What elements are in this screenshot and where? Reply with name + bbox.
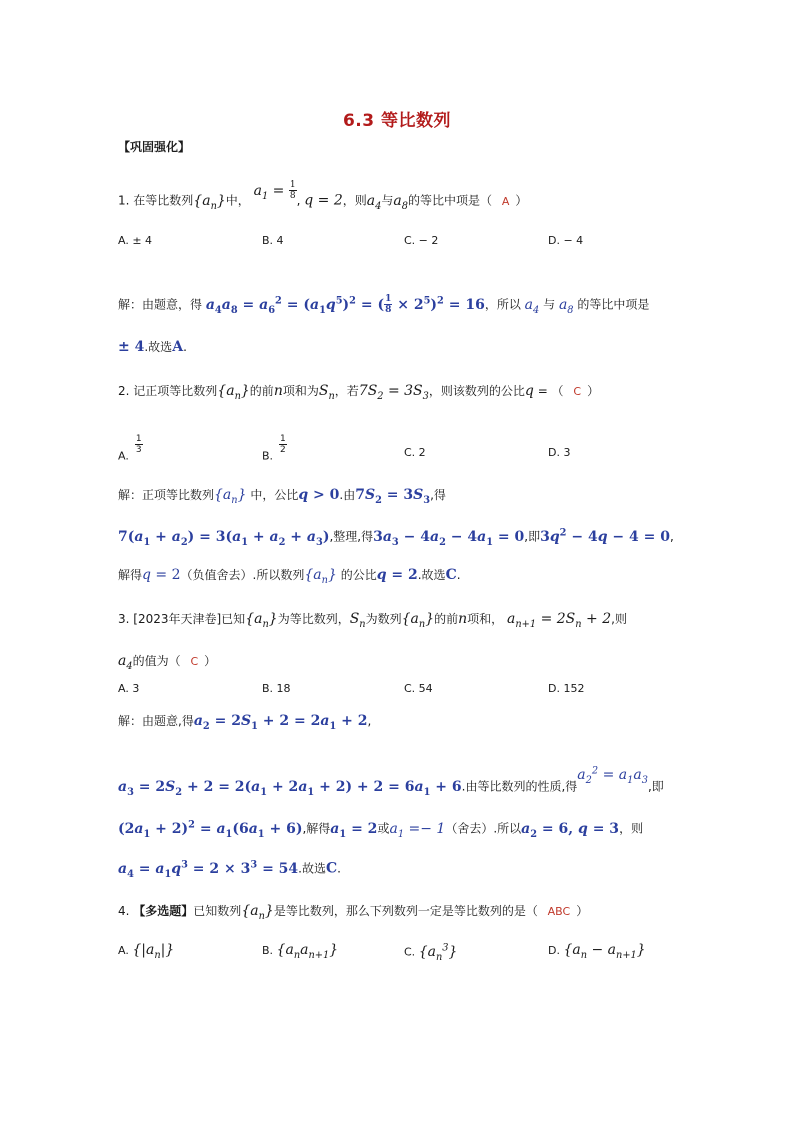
- question-text: 已知数列: [193, 904, 242, 918]
- option-d: D. − 4: [548, 234, 584, 247]
- given-equation: $7S_2 = 3S_3$: [358, 383, 429, 402]
- solution-formula: $(2a_1 + 2)^2 = a_1(6a_1 + 6)$: [118, 819, 303, 840]
- option-c: C. $\{a_n^3\}$: [404, 942, 458, 963]
- symbol-n: n: [273, 383, 283, 399]
- answer-mark: C: [190, 655, 199, 668]
- question-text: 的值为（: [132, 654, 181, 668]
- question-text: 的前: [434, 612, 459, 626]
- solution-text: 的公比: [340, 568, 377, 582]
- option-a: A. 3: [118, 682, 140, 695]
- solution-formula: $a_2^2 = a_1a_3$: [577, 765, 648, 786]
- option-c: C. 2: [404, 446, 426, 459]
- question-text: 是等比数列，那么下列数列一定是等比数列的是（: [273, 904, 538, 918]
- term-a8: $a_8$: [558, 296, 574, 316]
- question-text: ，则: [342, 193, 367, 208]
- answer-choice: C: [326, 860, 338, 877]
- page-title: 6.3 等比数列: [342, 111, 452, 131]
- solution-text: ,: [367, 714, 372, 728]
- question-text: ）: [515, 193, 528, 208]
- sequence-symbol: $\{a_n\}$: [401, 611, 435, 630]
- solution-2-line-1: [118, 486, 446, 510]
- solution-text: ,: [669, 529, 674, 544]
- solution-text: ,即: [524, 529, 541, 544]
- solution-1-line-2: [118, 338, 187, 356]
- solution-3-line-3: [118, 816, 643, 843]
- question-text: 为等比数列，: [277, 612, 350, 626]
- option-a: A. $\frac{1}{3}$: [118, 434, 142, 463]
- answer-choice: C: [445, 567, 457, 583]
- sequence-symbol: $\{a_n\}$: [245, 611, 278, 630]
- question-number: 3.: [118, 612, 130, 626]
- solution-text: 的等比中项是: [577, 297, 650, 312]
- solution-formula: $a_1 = 2$: [330, 820, 378, 840]
- question-text: ）: [587, 384, 600, 398]
- solution-formula: q = 2: [376, 567, 418, 583]
- question-text: [2023年天津卷]已知: [133, 612, 246, 626]
- solution-formula: $3a_3 - 4a_2 - 4a_1 = 0$: [373, 528, 525, 548]
- solution-text: ,整理,得: [329, 529, 374, 544]
- term-a4: $a_4$: [366, 192, 382, 212]
- answer-mark: C: [573, 385, 582, 398]
- question-text: ,则: [611, 612, 627, 626]
- solution-text: ,解得: [302, 821, 331, 836]
- solution-1-line-1: [118, 292, 649, 319]
- question-tag: 【多选题】: [133, 904, 194, 918]
- question-2: [118, 382, 599, 406]
- solution-text: 或: [377, 821, 390, 836]
- question-text: 在等比数列: [133, 193, 194, 208]
- question-number: 1.: [118, 193, 130, 208]
- solution-formula: $a_2 = 6$, q = 3: [521, 820, 620, 840]
- solution-text: .故选: [144, 340, 173, 354]
- question-text: = （: [533, 384, 564, 398]
- answer-mark: A: [501, 194, 510, 208]
- question-text: ，则该数列的公比: [428, 384, 525, 398]
- sequence-symbol: $\{a_n\}$: [304, 567, 337, 586]
- solution-text: 解：正项等比数列: [118, 488, 215, 502]
- option-d: D. $\{a_n - a_{n+1}\}$: [548, 942, 646, 961]
- solution-text: ，所以: [484, 297, 521, 312]
- sequence-symbol: $\{a_n\}$: [214, 487, 247, 506]
- solution-formula: $7S_2 = 3S_3$: [355, 487, 431, 506]
- question-text: ，若: [334, 384, 359, 398]
- solution-formula: $a_1 =- 1$: [389, 820, 446, 840]
- sequence-symbol: $\{a_n\}$: [217, 383, 250, 402]
- solution-formula: $3q^2 - 4q - 4 = 0$: [540, 527, 670, 545]
- given-equation: $a_{n+1} = 2S_n + 2$: [507, 611, 612, 630]
- option-b: B. 18: [262, 682, 291, 695]
- solution-2-line-3: [118, 566, 461, 590]
- sequence-symbol: $\{a_n\}$: [193, 192, 226, 212]
- solution-text: .: [183, 340, 187, 354]
- question-text: 为数列: [365, 612, 402, 626]
- question-text: 项和为: [282, 384, 319, 398]
- term-a4: $a_4$: [118, 653, 133, 672]
- term-a8: $a_8$: [393, 192, 408, 212]
- question-text: 的前: [249, 384, 274, 398]
- option-a: A. ± 4: [118, 234, 153, 247]
- solution-formula: $7(a_1 + a_2) = 3(a_1 + a_2 + a_3)$: [118, 528, 330, 548]
- solution-text: .: [337, 861, 341, 876]
- option-c: C. 54: [404, 682, 433, 695]
- solution-text: ,即: [647, 779, 664, 794]
- solution-text: .故选: [417, 568, 446, 582]
- question-3-line-2: [118, 652, 216, 676]
- option-b: B. 4: [262, 234, 284, 247]
- question-number: 2.: [118, 384, 130, 398]
- symbol-sn: $S_n$: [318, 383, 335, 402]
- solution-text: 解得: [118, 568, 143, 582]
- solution-text: .故选: [298, 861, 326, 876]
- question-text: ）: [576, 904, 589, 918]
- solution-text: .: [456, 568, 461, 582]
- solution-3-line-1: [118, 712, 371, 736]
- symbol-n: n: [458, 611, 468, 627]
- question-text: 记正项等比数列: [133, 384, 218, 398]
- sequence-symbol: $\{a_n\}$: [241, 903, 274, 922]
- option-b: B. $\frac{1}{2}$: [262, 434, 286, 463]
- solution-formula: $a_2 = 2S_1 + 2 = 2a_1 + 2$: [193, 713, 368, 732]
- solution-text: （负值舍去）.所以数列: [180, 568, 305, 582]
- solution-2-line-2: [118, 524, 674, 551]
- option-d: D. 152: [548, 682, 585, 695]
- question-text: 的等比中项是（: [407, 193, 492, 208]
- solution-formula: $a_3 = 2S_2 + 2 = 2(a_1 + 2a_1 + 2) + 2 = 6a_1 + 6$: [118, 778, 462, 798]
- question-text: 与: [381, 193, 394, 208]
- solution-text: 解：由题意，得: [118, 297, 203, 312]
- solution-formula: q > 0: [298, 487, 340, 503]
- option-d: D. 3: [548, 446, 571, 459]
- solution-text: 中，公比: [250, 488, 299, 502]
- question-3: [118, 610, 627, 634]
- given-q: q = 2: [304, 192, 343, 209]
- solution-text: .由等比数列的性质,得: [461, 779, 578, 794]
- answer-choice: A: [172, 339, 184, 355]
- answer-mark: ABC: [547, 905, 571, 918]
- solution-formula: ± 4: [118, 339, 145, 355]
- solution-3-line-4: [118, 856, 341, 883]
- solution-text: .由: [339, 488, 356, 502]
- question-number: 4.: [118, 904, 130, 918]
- solution-formula: $a_4a_8 = a_6^2 = (a_1q^5)^2$ = ( $\frac{1}{8}$ × $2^5)^2 = 16$: [205, 294, 485, 316]
- question-4: [118, 902, 588, 926]
- solution-3-line-2: [118, 765, 664, 801]
- question-text: 中，: [225, 193, 250, 208]
- solution-formula: q = 2: [142, 567, 181, 583]
- solution-text: ，则: [619, 821, 644, 836]
- given-a1: $a_1$ = $\frac{1}{8}$: [253, 180, 296, 202]
- solution-formula: $a_4 = a_1q^3 = 2 \times 3^3 = 54$: [118, 859, 299, 880]
- option-b: B. $\{a_na_{n+1}\}$: [262, 942, 339, 961]
- question-text: ）: [204, 654, 217, 668]
- option-c: C. − 2: [404, 234, 439, 247]
- solution-text: 与: [543, 297, 556, 312]
- symbol-q: q: [524, 383, 534, 399]
- solution-text: （舍去）.所以: [445, 821, 522, 836]
- question-text: 项和，: [467, 612, 504, 626]
- solution-text: 解：由题意,得: [118, 714, 194, 728]
- term-a4: $a_4$: [524, 296, 540, 316]
- option-a: A. $\{|a_n|\}$: [118, 942, 175, 961]
- symbol-sn: $S_n$: [349, 611, 366, 630]
- question-1: 1. 在等比数列$\{a_n\}$中， $a_1$ = $\frac{1}{8}$ , q = 2，则$a_4$与$a_8$的等比中项是（ A ）: [118, 180, 528, 212]
- solution-text: ,得: [430, 488, 446, 502]
- section-heading: 【巩固强化】: [118, 140, 191, 154]
